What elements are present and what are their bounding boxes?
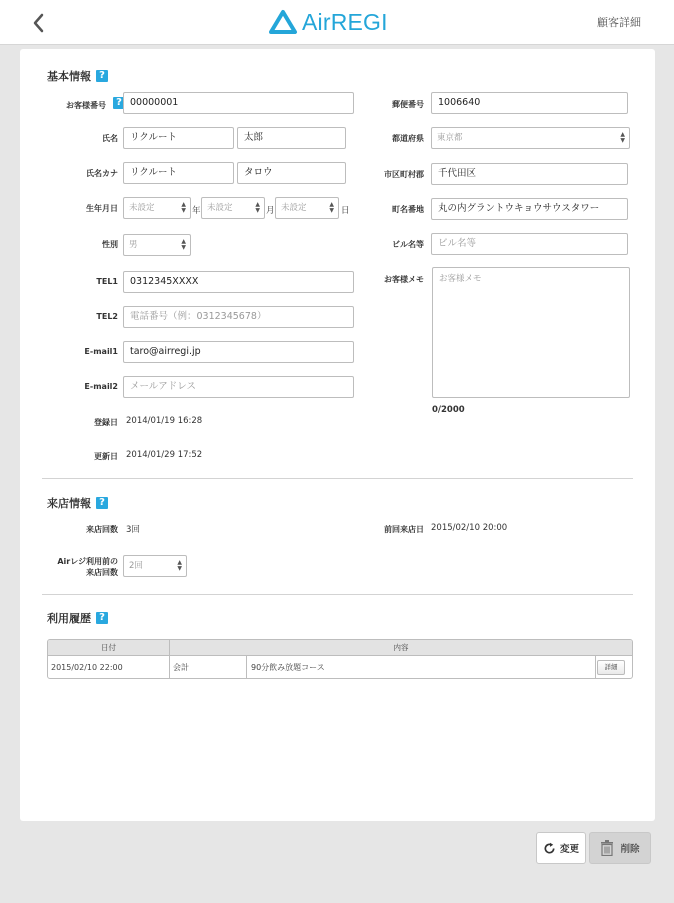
registered-date: 2014/01/19 16:28: [126, 416, 203, 426]
history-heading: 利用履歴 ?: [47, 610, 108, 626]
month-unit: 月: [266, 206, 275, 216]
prefecture-label: 都道府県: [392, 134, 424, 143]
help-icon[interactable]: ?: [96, 70, 108, 82]
tel2-label: TEL2: [96, 312, 118, 321]
refresh-icon: [543, 842, 556, 855]
back-arrow-icon[interactable]: [28, 10, 50, 36]
postal-label: 郵便番号: [392, 100, 424, 109]
birth-year-select[interactable]: 未設定 ▲ ▼: [123, 197, 191, 219]
column-divider: [169, 656, 170, 678]
gender-select[interactable]: 男 ▲ ▼: [123, 234, 191, 256]
city-label: 市区町村郡: [384, 170, 424, 179]
column-divider: [246, 656, 247, 678]
postal-input[interactable]: 1006640: [431, 92, 628, 114]
section-divider: [42, 478, 633, 479]
memo-textarea[interactable]: お客様メモ: [432, 267, 630, 398]
app-header: [0, 0, 674, 45]
updated-date: 2014/01/29 17:52: [126, 450, 203, 460]
column-divider: [595, 656, 596, 678]
memo-label: お客様メモ: [384, 275, 424, 284]
select-arrows-icon: ▲ ▼: [329, 201, 334, 214]
page-title: 顧客詳細: [597, 16, 641, 29]
change-button[interactable]: 変更: [536, 832, 586, 864]
birthday-label: 生年月日: [86, 204, 118, 213]
prefecture-select[interactable]: 東京都 ▲ ▼: [431, 127, 630, 149]
customer-no-input[interactable]: 00000001: [123, 92, 354, 114]
select-arrows-icon: ▲ ▼: [181, 201, 186, 214]
visit-count-value: 3回: [126, 525, 140, 535]
visit-count-label: 来店回数: [86, 525, 118, 534]
logo-text: AirREGI: [302, 8, 388, 35]
birth-month-select[interactable]: 未設定 ▲ ▼: [201, 197, 265, 219]
registered-label: 登録日: [94, 418, 118, 427]
city-input[interactable]: 千代田区: [431, 163, 628, 185]
first-name-kana-input[interactable]: タロウ: [237, 162, 346, 184]
building-input[interactable]: ビル名等: [431, 233, 628, 255]
select-arrows-icon: ▲ ▼: [181, 238, 186, 251]
town-label: 町名番地: [392, 205, 424, 214]
customer-no-label: お客様番号: [66, 101, 106, 110]
logo-triangle-icon: [268, 9, 298, 35]
column-header-date: 日付: [101, 643, 116, 652]
history-table: [47, 639, 633, 679]
tel1-input[interactable]: 0312345XXXX: [123, 271, 354, 293]
table-header: [48, 640, 632, 656]
tel2-input[interactable]: 電話番号（例：0312345678）: [123, 306, 354, 328]
detail-button[interactable]: 詳細: [597, 660, 625, 675]
updated-label: 更新日: [94, 452, 118, 461]
select-arrows-icon: ▲ ▼: [255, 201, 260, 214]
email2-input[interactable]: メールアドレス: [123, 376, 354, 398]
last-name-kana-input[interactable]: リクルート: [123, 162, 234, 184]
row-date: 2015/02/10 22:00: [51, 662, 123, 672]
help-icon[interactable]: ?: [96, 497, 108, 509]
visit-info-heading: 来店情報 ?: [47, 495, 108, 511]
help-icon[interactable]: ?: [96, 612, 108, 624]
row-type: 会計: [173, 662, 189, 672]
row-content: 90分飲み放題コース: [251, 662, 325, 672]
gender-label: 性別: [102, 240, 118, 249]
customer-detail-card: [20, 49, 655, 821]
day-unit: 日: [341, 206, 350, 216]
last-name-input[interactable]: リクルート: [123, 127, 234, 149]
column-header-content: 内容: [393, 643, 409, 652]
pre-airregi-visit-label: Airレジ利用前の 来店回数: [57, 557, 118, 577]
pre-airregi-visit-select[interactable]: 2回 ▲ ▼: [123, 555, 187, 577]
name-label: 氏名: [102, 134, 118, 143]
basic-info-heading: 基本情報 ?: [47, 68, 108, 84]
airregi-logo: [268, 6, 388, 38]
delete-button[interactable]: 削除: [589, 832, 651, 864]
email1-input[interactable]: taro@airregi.jp: [123, 341, 354, 363]
help-icon[interactable]: ?: [113, 97, 125, 109]
select-arrows-icon: ▲ ▼: [177, 559, 182, 572]
birth-day-select[interactable]: 未設定 ▲ ▼: [275, 197, 339, 219]
section-divider: [42, 594, 633, 595]
year-unit: 年: [192, 206, 201, 216]
last-visit-label: 前回来店日: [384, 525, 424, 534]
email1-label: E-mail1: [84, 347, 118, 356]
tel1-label: TEL1: [96, 277, 118, 286]
table-row[interactable]: [48, 656, 632, 678]
trash-icon: [600, 840, 614, 856]
last-visit-value: 2015/02/10 20:00: [431, 523, 508, 533]
building-label: ビル名等: [392, 240, 424, 249]
first-name-input[interactable]: 太郎: [237, 127, 346, 149]
kana-label: 氏名カナ: [86, 169, 118, 178]
select-arrows-icon: ▲ ▼: [620, 131, 625, 144]
email2-label: E-mail2: [84, 382, 118, 391]
town-input[interactable]: 丸の内グラントウキョウサウスタワー: [431, 198, 628, 220]
memo-char-count: 0/2000: [432, 405, 465, 415]
